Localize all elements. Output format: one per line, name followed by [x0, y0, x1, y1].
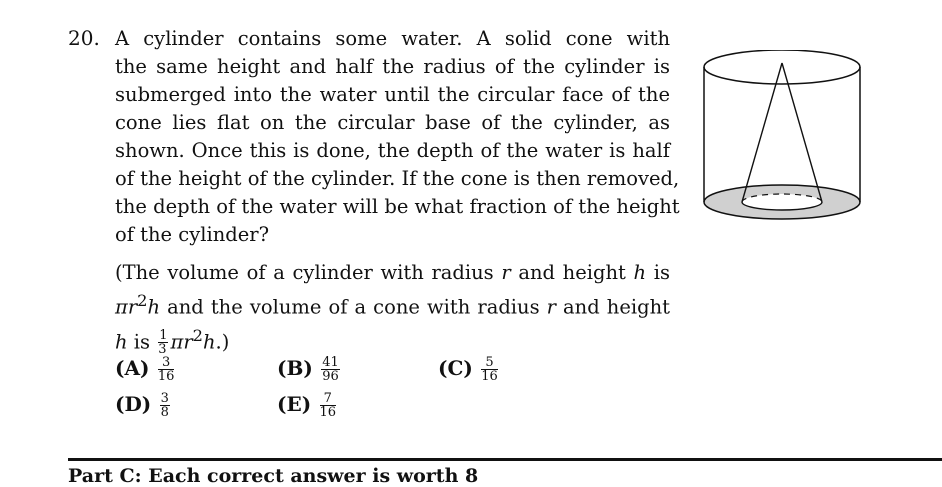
cylinder-cone-diagram [700, 50, 870, 225]
volume-formulas [115, 259, 670, 356]
formula-line: h is $\frac{1}{3}$ $\pi r^2h$.) [115, 325, 230, 357]
question-line: submerged into the water until the circular face of the [115, 83, 670, 106]
question-line: the depth of the water will be what fraction of the height [115, 195, 680, 218]
question-line: of the height of the cylinder. If the cone is then removed, [115, 167, 680, 190]
question-line: cone lies flat on the circular base of the cylinder, as [115, 111, 670, 134]
formula-line: (The volume of a cylinder with radius r and height h is [115, 261, 670, 284]
question-line: shown. Once this is done, the depth of the water is half [115, 139, 670, 162]
question-text [115, 25, 680, 249]
option-label: (E) [277, 392, 312, 416]
question-line: A cylinder contains some water. A solid cone with [115, 27, 670, 50]
option-fraction: $\frac{3}{8}$ [160, 391, 169, 420]
option-label: (D) [115, 392, 152, 416]
option-fraction: $\frac{5}{16}$ [481, 355, 498, 384]
formula-line: $\pi r^2h$ and the volume of a cone with radius r and height [115, 291, 670, 319]
cylinder-top [704, 50, 860, 84]
fraction-one-third: $\frac{1}{3}$ [158, 328, 168, 357]
option-label: (C) [438, 356, 473, 380]
section-divider [68, 458, 942, 461]
option-label: (B) [277, 356, 313, 380]
part-c-heading: Part C: Each correct answer is worth 8 [68, 465, 479, 487]
question-line: the same height and half the radius of the cylinder is [115, 55, 670, 78]
option-a[interactable] [115, 356, 176, 383]
option-fraction: $\frac{7}{16}$ [319, 391, 337, 420]
option-e[interactable] [277, 392, 338, 419]
option-b[interactable] [277, 356, 342, 383]
option-c[interactable] [438, 356, 500, 383]
option-fraction: $\frac{3}{16}$ [157, 355, 175, 384]
option-d[interactable] [115, 392, 172, 419]
question-line: of the cylinder? [115, 223, 270, 246]
option-fraction: $\frac{41}{96}$ [322, 355, 339, 384]
question-number: 20. [68, 26, 100, 50]
option-label: (A) [115, 356, 150, 380]
